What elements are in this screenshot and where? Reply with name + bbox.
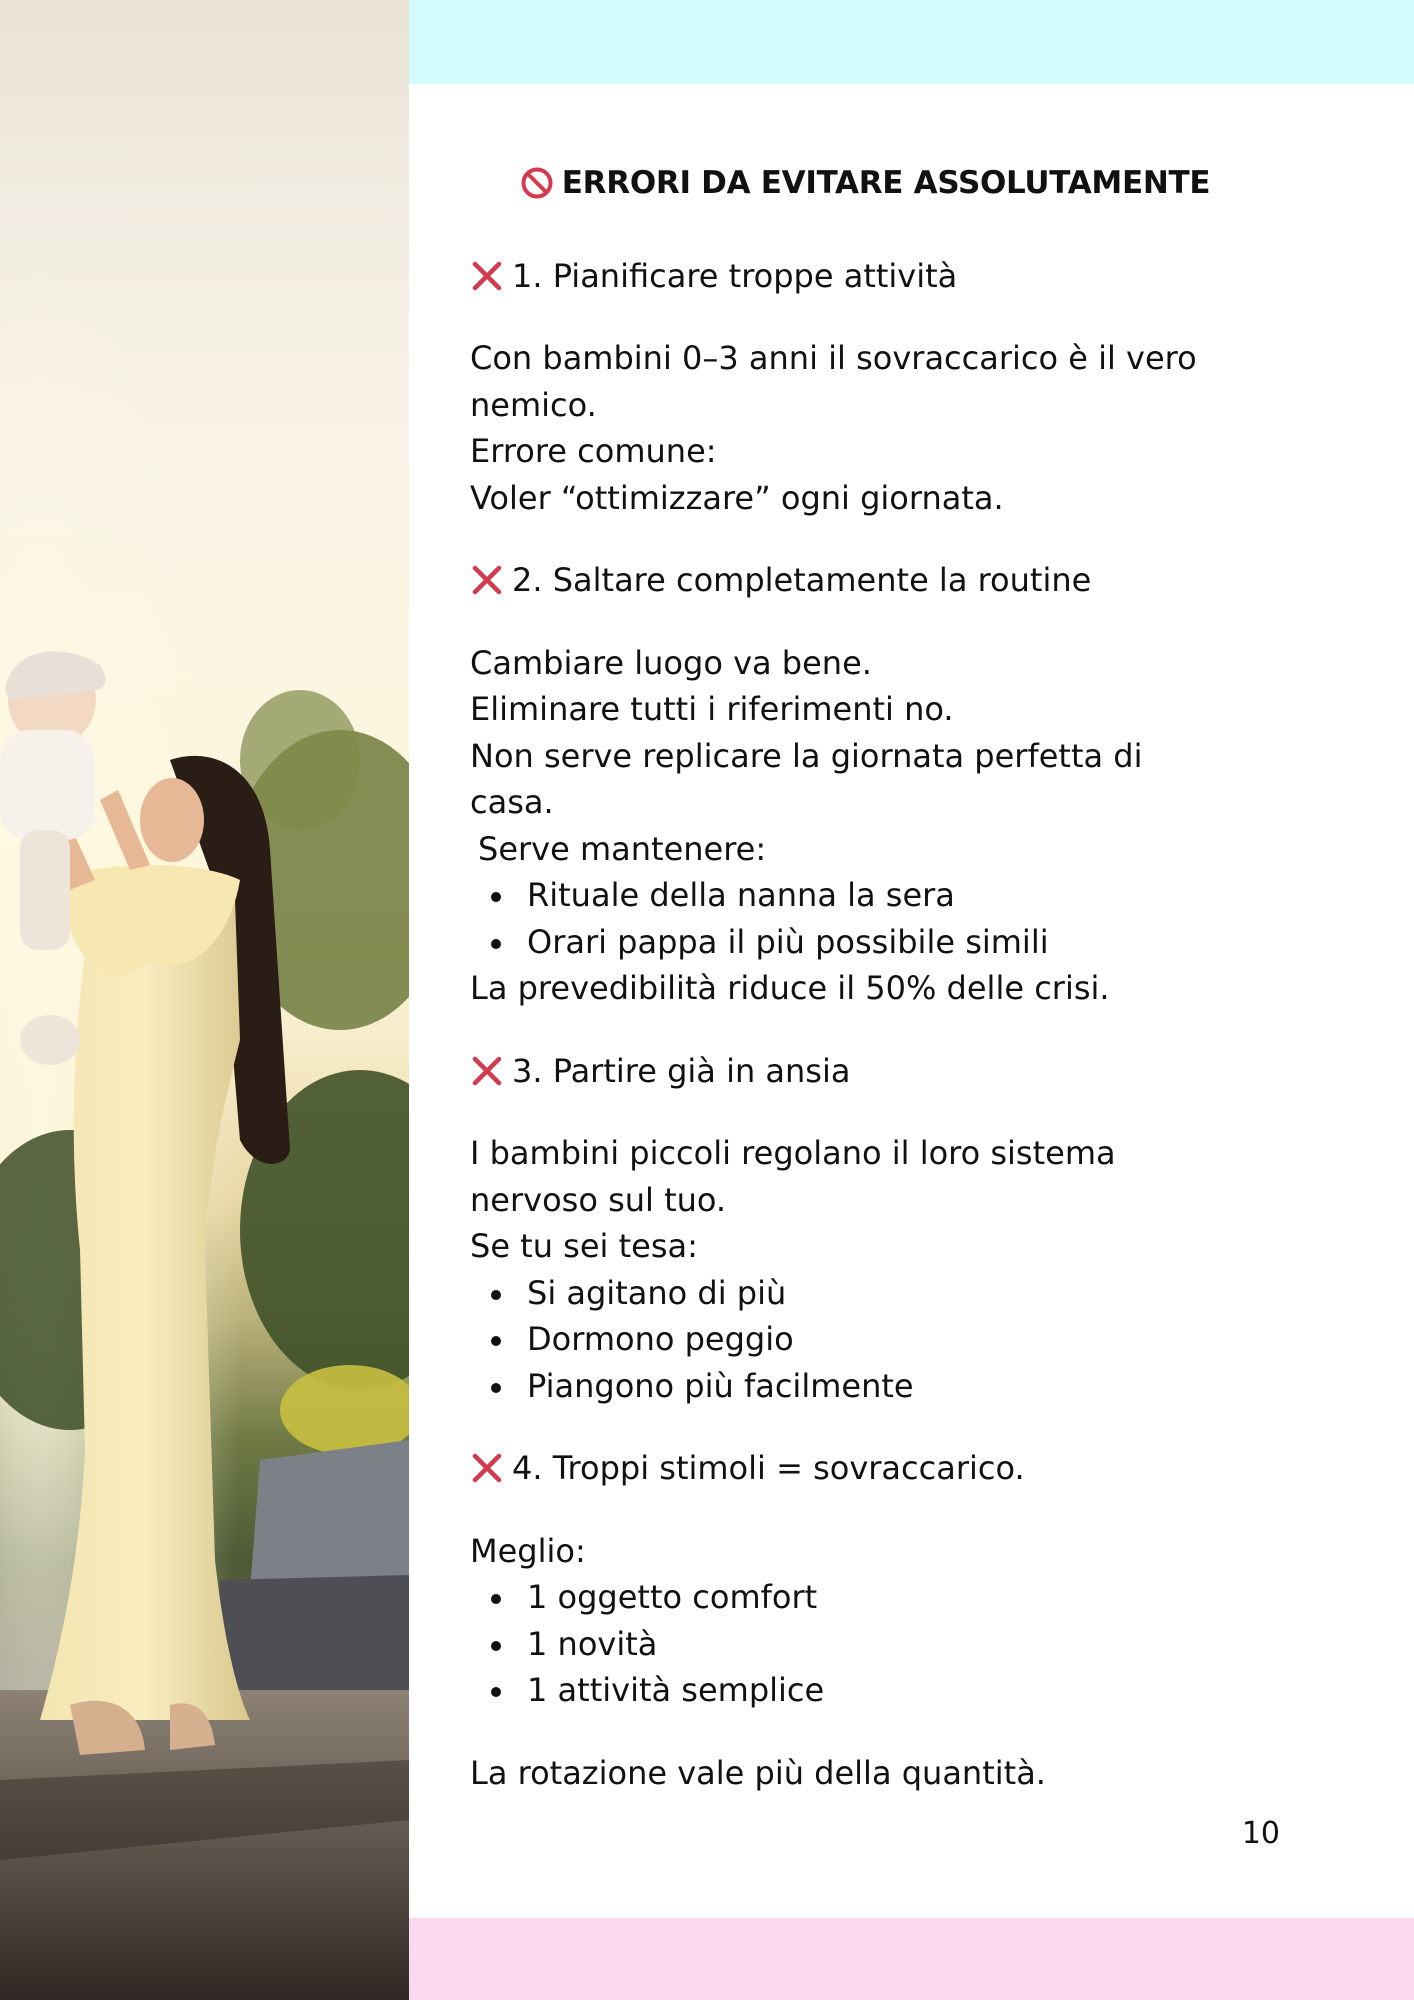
section-2-title-text: 2. Saltare completamente la routine (512, 561, 1092, 599)
cross-mark-icon (470, 1054, 504, 1088)
bullet-item: Orari pappa il più possibile simili (470, 919, 1270, 966)
section-4-line: Meglio: (470, 1531, 586, 1570)
section-3-title (470, 1048, 1270, 1095)
bullet-item: 1 oggetto comfort (470, 1574, 1270, 1621)
bullet-item: Dormono peggio (470, 1316, 1270, 1363)
section-1-line: nemico. (470, 385, 597, 424)
page-number: 10 (1241, 1816, 1280, 1851)
section-3-line: nervoso sul tuo. (470, 1180, 727, 1219)
prohibited-icon (520, 166, 554, 200)
section-2-line: Cambiare luogo va bene. (470, 643, 872, 682)
section-3-title-text: 3. Partire già in ansia (512, 1051, 851, 1090)
closing-line: La rotazione vale più della quantità. (470, 1753, 1046, 1792)
section-2-line: Serve mantenere: (478, 829, 767, 868)
bullet-item: Si agitano di più (470, 1270, 1270, 1317)
page-heading (470, 160, 1260, 207)
section-1-title-text: 1. Pianificare troppe attività (512, 256, 958, 295)
section-1-line: Voler “ottimizzare” ogni giornata. (470, 478, 1004, 517)
photo-illustration (0, 0, 409, 2000)
cross-mark-icon (470, 259, 504, 293)
section-1-line: Con bambini 0–3 anni il sovraccarico è il vero (470, 339, 1197, 377)
section-2-line: Non serve replicare la giornata perfetta di (470, 736, 1143, 775)
bullet-item: Piangono più facilmente (470, 1363, 1270, 1410)
section-2-line: casa. (470, 783, 554, 821)
bullet-item: 1 attività semplice (470, 1667, 1270, 1714)
section-2-line: Eliminare tutti i riferimenti no. (470, 690, 954, 728)
section-4-bullet-list (470, 1574, 1270, 1714)
section-1-title (470, 253, 1270, 300)
bottom-decorative-band (409, 1918, 1414, 2000)
main-content (470, 160, 1270, 1796)
page-heading-text: ERRORI DA EVITARE ASSOLUTAMENTE (561, 165, 1211, 201)
top-decorative-band (409, 0, 1414, 84)
bullet-item: 1 novità (470, 1621, 1270, 1668)
section-2-bullet-list (470, 872, 1270, 965)
section-2-title (470, 557, 1270, 604)
bullet-item: Rituale della nanna la sera (470, 872, 1270, 919)
section-4-title-text: 4. Troppi stimoli = sovraccarico. (512, 1449, 1025, 1487)
cross-mark-icon (470, 1451, 504, 1485)
section-3-line: I bambini piccoli regolano il loro sistema (470, 1134, 1116, 1172)
cross-mark-icon (470, 563, 504, 597)
section-1-line: Errore comune: (470, 432, 717, 470)
section-2-line: La prevedibilità riduce il 50% delle crisi. (470, 969, 1110, 1007)
section-4-title (470, 1445, 1270, 1492)
section-3-bullet-list (470, 1270, 1270, 1410)
mother-lifting-baby-photo (0, 0, 409, 2000)
section-3-line: Se tu sei tesa: (470, 1227, 698, 1265)
